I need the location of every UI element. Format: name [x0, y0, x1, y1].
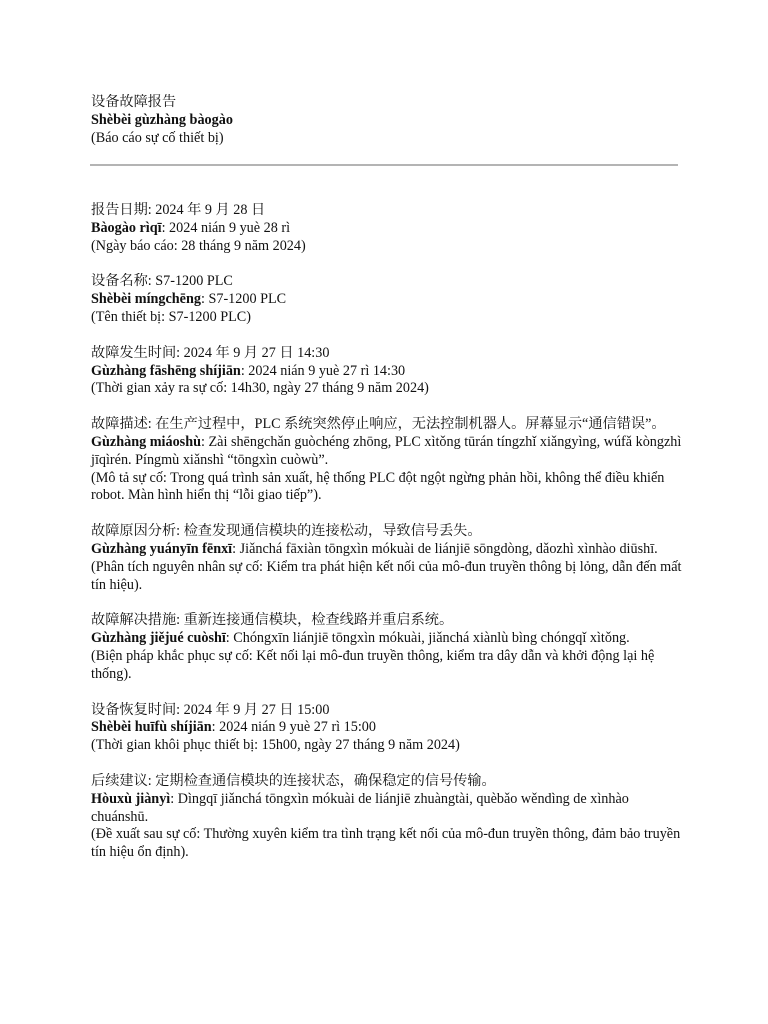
- section-resolution-measures: [91, 612, 683, 683]
- field-value: : 2024 nián 9 yuè 27 rì 15:00: [211, 719, 376, 736]
- section-pinyin-line: [91, 291, 683, 309]
- section-recovery-time: [91, 702, 683, 755]
- section-follow-up-suggestions: [91, 773, 683, 862]
- section-fault-description: [91, 416, 683, 505]
- field-value: : Dìngqī jiǎnchá tōngxìn mókuài de liánjiē zhuàngtài, quèbǎo wěndìng de xìnhào chuánshū.: [91, 790, 629, 825]
- section-pinyin-line: [91, 541, 683, 559]
- field-value: : 2024 nián 9 yuè 28 rì: [161, 219, 291, 236]
- section-vietnamese-line: (Phân tích nguyên nhân sự cố: Kiểm tra phát hiện kết nối của mô-đun truyền thông bị lỏng, dẫn đến mất tín hiệu).: [91, 558, 682, 593]
- section-cause-analysis: [91, 523, 683, 594]
- section-vietnamese-line: (Biện pháp khắc phục sự cố: Kết nối lại mô-đun truyền thông, kiểm tra dây dẫn và khởi động lại hệ thống).: [91, 647, 655, 682]
- field-label: Bàogào rìqī: [91, 219, 162, 236]
- section-pinyin-line: [91, 630, 683, 648]
- field-label: Gùzhàng miáoshù: [91, 433, 201, 450]
- report-title-chinese: 设备故障报告: [91, 94, 177, 110]
- field-label: Gùzhàng jiějué cuòshī: [91, 630, 226, 647]
- field-value: : Zài shēngchǎn guòchéng zhōng, PLC xìtǒng tūrán tíngzhǐ xiǎngyìng, wúfǎ kòngzhì jīqìrén. Píngmù xiǎnshì “tōngxìn cuòwù”.: [91, 433, 682, 468]
- field-label: Shèbèi huīfù shíjiān: [91, 719, 212, 736]
- horizontal-divider: [90, 164, 678, 166]
- field-label: Hòuxù jiànyì: [91, 790, 171, 807]
- section-pinyin-line: [91, 363, 683, 381]
- section-chinese-line: 故障发生时间: 2024 年 9 月 27 日 14:30: [91, 344, 330, 361]
- section-pinyin-line: [91, 719, 683, 737]
- field-label: Gùzhàng yuányīn fēnxī: [91, 540, 233, 557]
- section-pinyin-line: [91, 791, 683, 827]
- section-chinese-line: 故障解决措施: 重新连接通信模块，检查线路并重启系统。: [91, 612, 454, 629]
- section-chinese-line: 故障原因分析: 检查发现通信模块的连接松动，导致信号丢失。: [91, 523, 482, 540]
- section-chinese-line: 设备名称: S7-1200 PLC: [91, 273, 233, 290]
- section-pinyin-line: [91, 220, 683, 238]
- report-title-pinyin: Shèbèi gùzhàng bàogào: [91, 111, 233, 128]
- field-label: Shèbèi míngchēng: [91, 291, 201, 308]
- report-title-vietnamese: (Báo cáo sự cố thiết bị): [91, 129, 224, 146]
- field-value: : 2024 nián 9 yuè 27 rì 14:30: [240, 362, 406, 379]
- section-report-date: [91, 202, 683, 255]
- section-vietnamese-line: (Mô tả sự cố: Trong quá trình sản xuất, hệ thống PLC đột ngột ngừng phản hồi, không thể điều khiển robot. Màn hình hiển thị “lỗi giao tiếp”).: [91, 469, 665, 504]
- section-vietnamese-line: (Đề xuất sau sự cố: Thường xuyên kiểm tra tình trạng kết nối của mô-đun truyền thông, đảm bảo truyền tín hiệu ổn định).: [91, 826, 681, 861]
- report-header: [91, 94, 681, 147]
- field-value: : S7-1200 PLC: [200, 291, 287, 308]
- section-fault-time: [91, 345, 683, 398]
- section-chinese-line: 报告日期: 2024 年 9 月 28 日: [91, 202, 266, 218]
- field-label: Gùzhàng fāshēng shíjiān: [91, 362, 241, 379]
- section-pinyin-line: [91, 434, 683, 470]
- section-vietnamese-line: (Ngày báo cáo: 28 tháng 9 năm 2024): [91, 237, 306, 254]
- section-vietnamese-line: (Tên thiết bị: S7-1200 PLC): [91, 308, 251, 325]
- report-body: [91, 202, 683, 880]
- field-value: : Jiǎnchá fāxiàn tōngxìn mókuài de liánjiē sōngdòng, dǎozhì xìnhào diūshī.: [232, 540, 658, 557]
- section-vietnamese-line: (Thời gian khôi phục thiết bị: 15h00, ngày 27 tháng 9 năm 2024): [91, 737, 460, 754]
- field-value: : Chóngxīn liánjiē tōngxìn mókuài, jiǎnchá xiànlù bìng chóngqǐ xìtǒng.: [225, 630, 630, 647]
- section-vietnamese-line: (Thời gian xảy ra sự cố: 14h30, ngày 27 tháng 9 năm 2024): [91, 380, 429, 397]
- section-chinese-line: 故障描述: 在生产过程中，PLC 系统突然停止响应，无法控制机器人。屏幕显示“通信错误”。: [91, 416, 666, 433]
- section-equipment-name: [91, 273, 683, 326]
- section-chinese-line: 后续建议: 定期检查通信模块的连接状态，确保稳定的信号传输。: [91, 772, 496, 789]
- section-chinese-line: 设备恢复时间: 2024 年 9 月 27 日 15:00: [91, 701, 330, 718]
